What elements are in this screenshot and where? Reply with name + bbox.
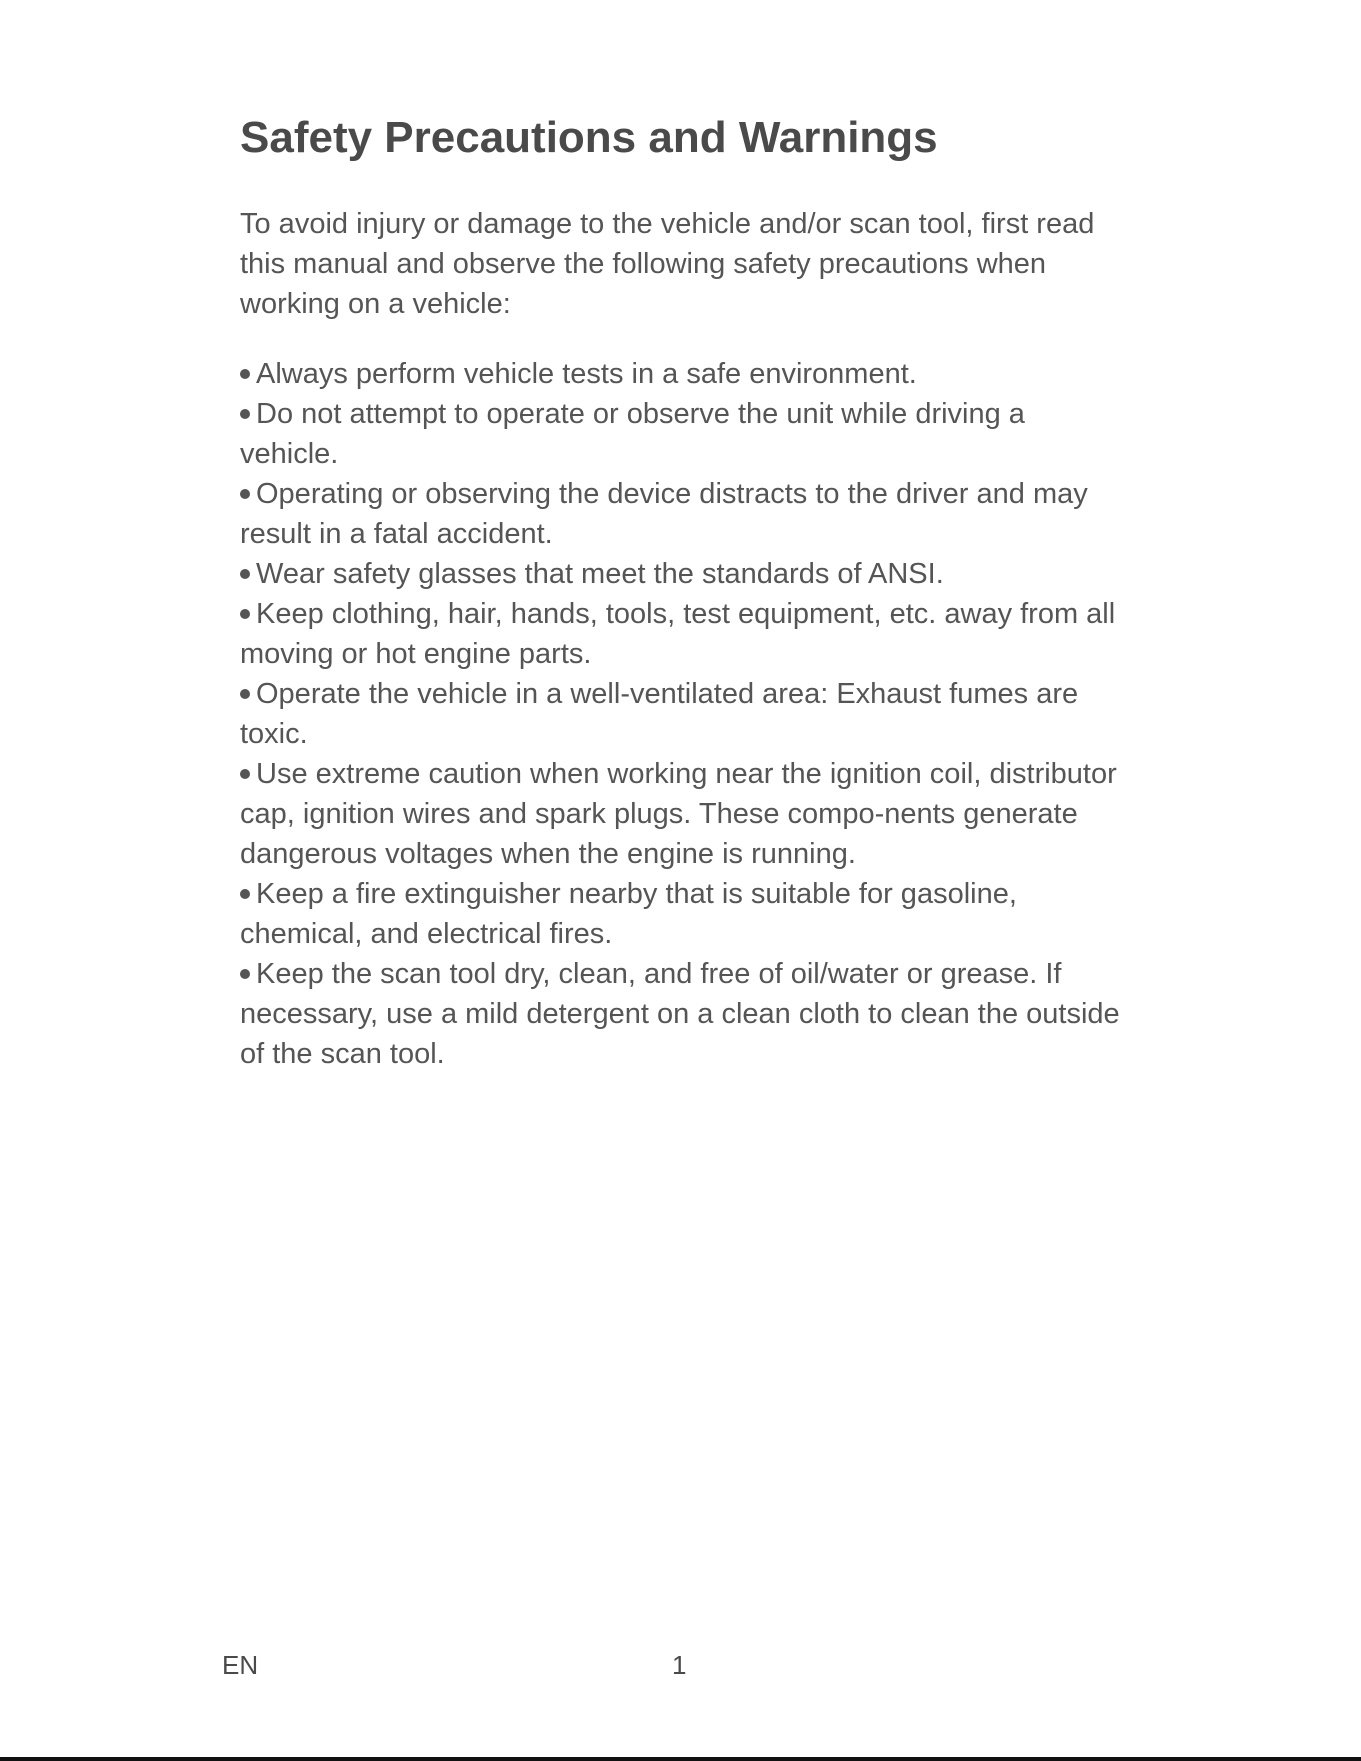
- precaution-item: [240, 554, 1120, 594]
- precaution-text: Keep clothing, hair, hands, tools, test equipment, etc. away from all moving or hot engine parts.: [240, 598, 1116, 670]
- bottom-border: [0, 1757, 1361, 1761]
- precaution-text: Operating or observing the device distracts to the driver and may result in a fatal accident.: [240, 478, 1088, 550]
- precaution-item: [240, 354, 1120, 394]
- precaution-text: Keep a fire extinguisher nearby that is suitable for gasoline, chemical, and electrical fires.: [240, 878, 1017, 950]
- precautions-list: [240, 354, 1120, 1074]
- bullet-icon: [240, 969, 250, 979]
- bullet-icon: [240, 409, 250, 419]
- precaution-item: [240, 474, 1120, 554]
- precaution-item: [240, 674, 1120, 754]
- page-title: Safety Precautions and Warnings: [240, 113, 938, 162]
- bullet-icon: [240, 569, 250, 579]
- precaution-text: Wear safety glasses that meet the standards of ANSI.: [256, 558, 944, 590]
- footer-language: EN: [222, 1650, 259, 1680]
- precaution-item: [240, 394, 1120, 474]
- precaution-text: Operate the vehicle in a well-ventilated area: Exhaust fumes are toxic.: [240, 678, 1079, 750]
- precaution-item: [240, 874, 1120, 954]
- precaution-item: [240, 754, 1120, 874]
- precaution-item: [240, 594, 1120, 674]
- page-number: 1: [672, 1650, 687, 1680]
- precaution-item: [240, 954, 1120, 1074]
- precaution-text: Always perform vehicle tests in a safe environment.: [256, 358, 917, 390]
- bullet-icon: [240, 609, 250, 619]
- bullet-icon: [240, 689, 250, 699]
- bullet-icon: [240, 489, 250, 499]
- bullet-icon: [240, 769, 250, 779]
- bullet-icon: [240, 889, 250, 899]
- precaution-text: Do not attempt to operate or observe the unit while driving a vehicle.: [240, 398, 1025, 470]
- bullet-icon: [240, 369, 250, 379]
- precaution-text: Keep the scan tool dry, clean, and free of oil/water or grease. If necessary, use a mild detergent on a clean cloth to clean the outside of the scan tool.: [240, 958, 1120, 1070]
- precaution-text: Use extreme caution when working near the ignition coil, distributor cap, ignition wires and spark plugs. These compo-nents generate dangerous voltages when the engine is running.: [240, 758, 1117, 870]
- intro-paragraph: To avoid injury or damage to the vehicle and/or scan tool, first read this manual and observe the following safety precautions when working on a vehicle:: [240, 208, 1095, 320]
